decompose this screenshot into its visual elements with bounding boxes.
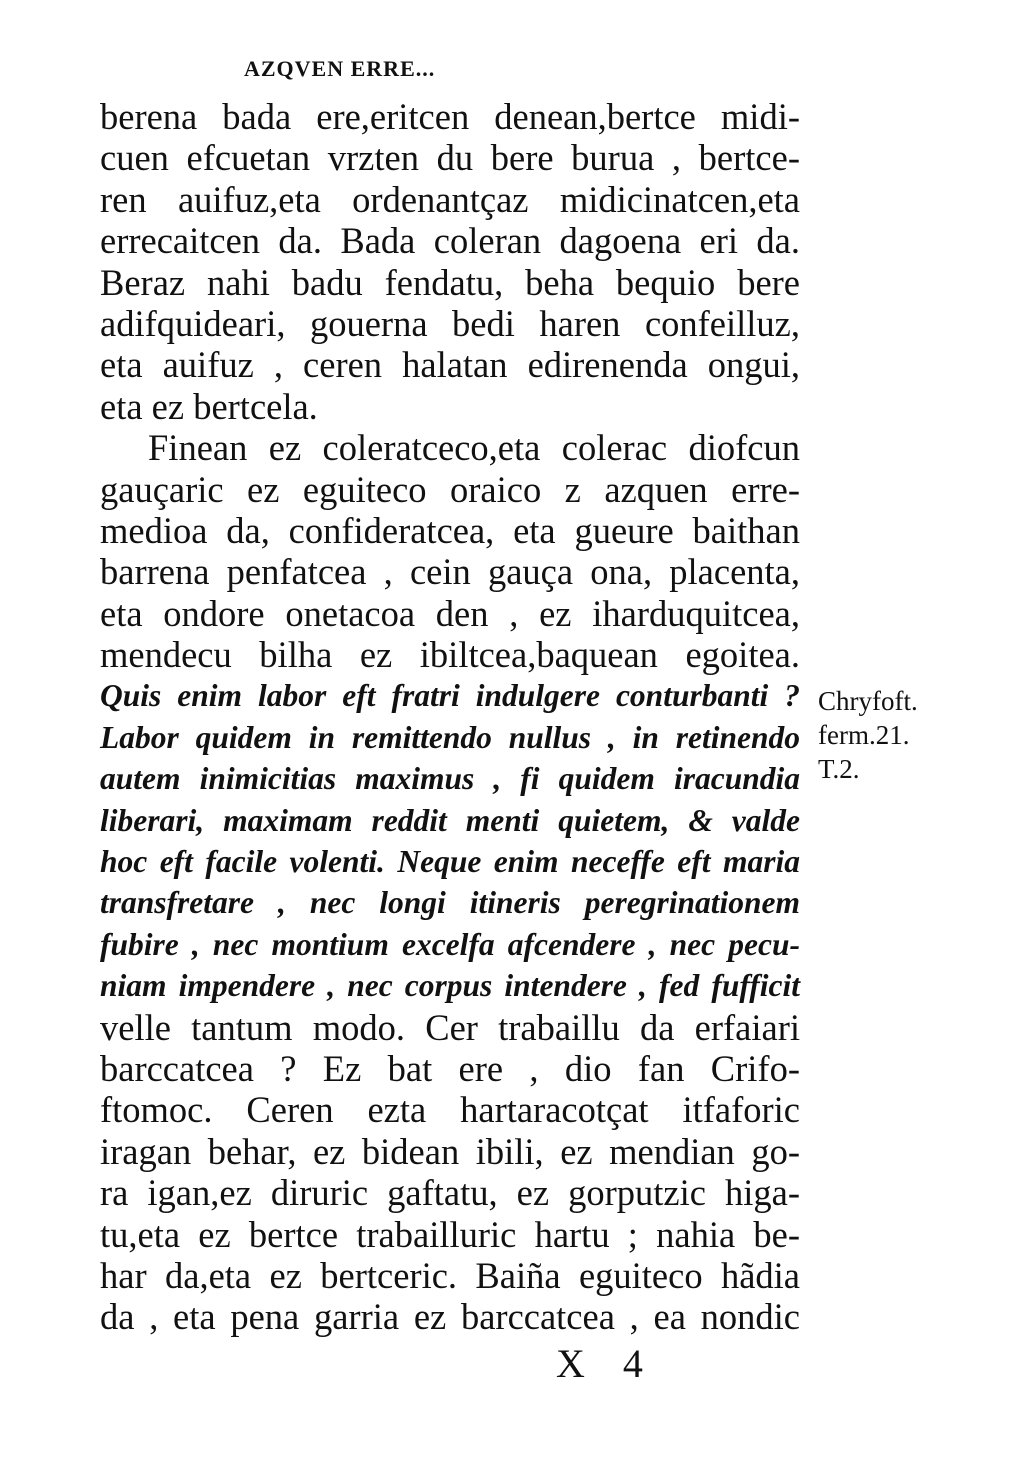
margin-citation-tome: T.2. <box>818 754 860 784</box>
latin-quote-line: Quis enim labor eft fratri indulgere conturbanti ? <box>100 678 800 714</box>
text-line: cuen efcuetan vrzten du bere burua , bertce- <box>100 137 800 179</box>
text-line: velle tantum modo. Cer trabaillu da erfaiari <box>100 1006 800 1048</box>
text-line: barrena penfatcea , cein gauça ona, placenta, <box>100 551 800 593</box>
text-line: errecaitcen da. Bada coleran dagoena eri da. <box>100 220 800 262</box>
text-line: har da,eta ez bertceric. Baiña eguiteco hãdia <box>100 1254 800 1296</box>
margin-citation-sermon: ferm.21. <box>818 720 910 750</box>
text-line: medioa da, confideratcea, eta gueure baithan <box>100 509 800 551</box>
latin-quote-line: niam impendere , nec corpus intendere , fed fufficit <box>100 968 800 1004</box>
text-line: eta auifuz , ceren halatan edirenenda ongui, <box>100 344 800 386</box>
text-line: ra igan,ez diruric gaftatu, ez gorputzic higa- <box>100 1172 800 1214</box>
text-line: berena bada ere,eritcen denean,bertce midi- <box>100 96 800 137</box>
text-line: Finean ez coleratceco,eta colerac diofcun <box>148 427 800 469</box>
text-line: iragan behar, ez bidean ibili, ez mendian go- <box>100 1130 800 1172</box>
text-line: da , eta pena garria ez barccatcea , ea nondic <box>100 1296 800 1338</box>
text-line: Beraz nahi badu fendatu, beha bequio bere <box>100 261 800 303</box>
latin-quote-line: transfretare , nec longi itineris peregrinationem <box>100 885 800 921</box>
text-line: ren auifuz,eta ordenantçaz midicinatcen,eta <box>100 178 800 220</box>
latin-quote-line: autem inimicitias maximus , fi quidem iracundia <box>100 761 800 797</box>
signature-mark: X 4 <box>556 1341 657 1386</box>
text-line: ftomoc. Ceren ezta hartaracotçat itfaforic <box>100 1089 800 1131</box>
text-line: mendecu bilha ez ibiltcea,baquean egoitea. <box>100 634 800 676</box>
text-line: adifquideari, gouerna bedi haren confeilluz, <box>100 302 800 344</box>
text-line: gauçaric ez eguiteco oraico z azquen erre- <box>100 468 800 510</box>
margin-citation <box>818 684 918 786</box>
running-head: AZQVEN ERRE... <box>244 56 436 81</box>
margin-citation-author: Chryfoft. <box>818 686 918 716</box>
text-line: barccatcea ? Ez bat ere , dio fan Crifo- <box>100 1047 800 1089</box>
latin-quote-line: Labor quidem in remittendo nullus , in retinendo <box>100 719 800 755</box>
text-line: tu,eta ez bertce trabailluric hartu ; nahia be- <box>100 1213 800 1255</box>
body-text <box>100 96 800 1338</box>
latin-quote-line: fubire , nec montium excelfa afcendere , nec pecu- <box>100 926 800 962</box>
text-line: eta ondore onetacoa den , ez iharduquitcea, <box>100 592 800 634</box>
latin-quote-line: hoc eft facile volenti. Neque enim neceffe eft maria <box>100 844 800 880</box>
latin-quote-line: liberari, maximam reddit menti quietem, & valde <box>100 802 800 838</box>
text-line: eta ez bertcela. <box>100 385 318 427</box>
